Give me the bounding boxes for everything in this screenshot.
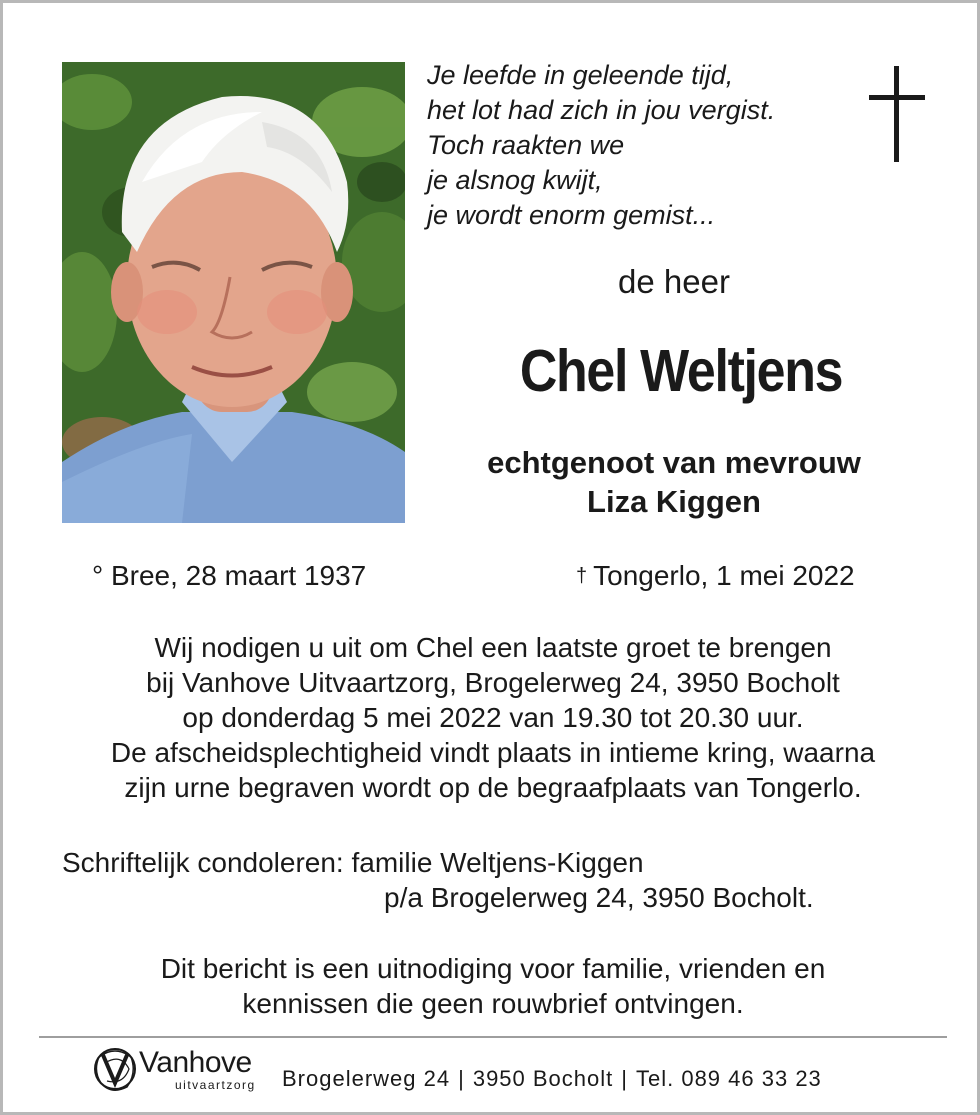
notice-line: kennissen die geen rouwbrief ontvingen. (242, 988, 744, 1019)
honorific: de heer (618, 263, 730, 300)
poem-line: het lot had zich in jou vergist. (427, 95, 776, 125)
logo-wordmark: Vanhove (139, 1046, 252, 1079)
notice-line: Dit bericht is een uitnodiging voor familie, vrienden en (160, 953, 826, 984)
footer-address: Brogelerweg 24 (282, 1066, 451, 1091)
memorial-poem (427, 58, 847, 233)
invitation-line: Wij nodigen u uit om Chel een laatste groet te brengen (154, 632, 832, 663)
footer-contact (282, 1066, 822, 1092)
invitation-line: op donderdag 5 mei 2022 van 19.30 tot 20.30 uur. (182, 702, 804, 733)
condolence-address: p/a Brogelerweg 24, 3950 Bocholt. (384, 882, 814, 913)
invitation-line: zijn urne begraven wordt op de begraafplaats van Tongerlo. (124, 772, 862, 803)
poem-line: je alsnog kwijt, (427, 165, 603, 195)
vanhove-logo (91, 1043, 273, 1095)
notice-text (43, 951, 943, 1021)
poem-line: Je leefde in geleende tijd, (427, 60, 734, 90)
separator: | (458, 1066, 465, 1091)
spouse-line: echtgenoot van mevrouw (487, 445, 861, 480)
footer-phone: Tel. 089 46 33 23 (635, 1066, 822, 1091)
deceased-name: Chel Weltjens (519, 338, 843, 404)
divider (39, 1036, 947, 1038)
invitation-line: bij Vanhove Uitvaartzorg, Brogelerweg 24, 3950 Bocholt (146, 667, 840, 698)
death-cross-icon: † (576, 565, 588, 587)
death-info (576, 560, 855, 592)
death-text: Tongerlo, 1 mei 2022 (593, 560, 855, 591)
portrait-photo (62, 62, 405, 523)
poem-line: je wordt enorm gemist... (427, 200, 716, 230)
spouse-info (423, 443, 925, 521)
separator: | (621, 1066, 628, 1091)
condolence-line: Schriftelijk condoleren: familie Weltjens-Kiggen (62, 847, 644, 878)
invitation-text (43, 630, 943, 805)
footer-city: 3950 Bocholt (472, 1066, 614, 1091)
invitation-line: De afscheidsplechtigheid vindt plaats in intieme kring, waarna (110, 737, 876, 768)
logo-subtitle: uitvaartzorg (175, 1078, 256, 1092)
logo-emblem-icon (91, 1043, 139, 1095)
poem-line: Toch raakten we (427, 130, 625, 160)
spouse-name: Liza Kiggen (587, 484, 761, 519)
birth-info: ° Bree, 28 maart 1937 (92, 560, 367, 591)
portrait-image (62, 62, 405, 523)
cross-icon (869, 66, 925, 162)
